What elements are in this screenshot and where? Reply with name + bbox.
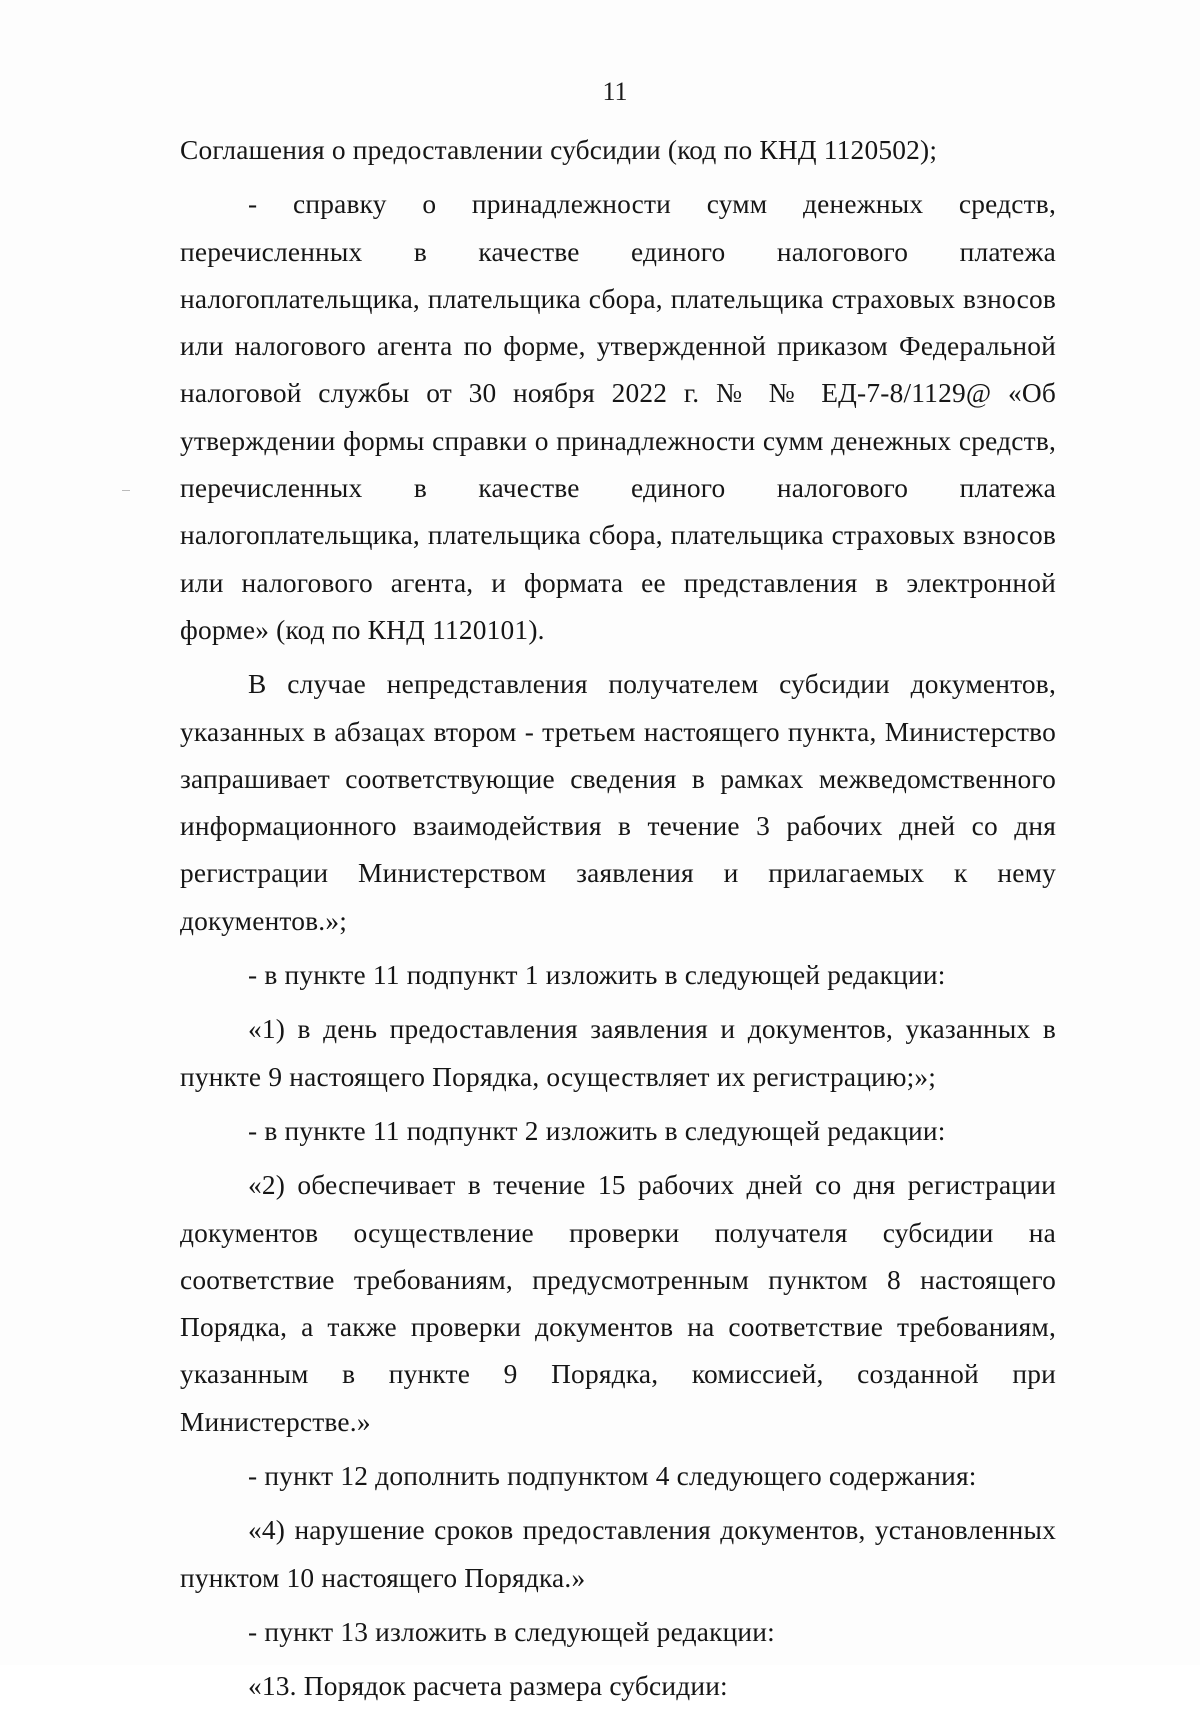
paragraph-point-13-text: «13. Порядок расчета размера субсидии: <box>248 1671 728 1702</box>
paragraph-continuation: Соглашения о предоставлении субсидии (код по КНД 1120502); <box>180 135 938 165</box>
paragraph-subpoint-4-text: «4) нарушение сроков предоставления документов, установленных пунктом 10 настоящего Порядка.» <box>180 1515 1056 1593</box>
paragraph-amendment-12: - пункт 12 дополнить подпунктом 4 следующего содержания: <box>248 1461 977 1492</box>
paragraph-subpoint-1-text: «1) в день предоставления заявления и документов, указанных в пункте 9 настоящего Порядка, осуществляет их регистрацию;»; <box>180 1014 1056 1092</box>
page-number: 11 <box>602 77 628 106</box>
paragraph-interagency-request: В случае непредставления получателем субсидии документов, указанных в абзацах втором - третьем настоящего пункта, Министерство запрашивает соответствующие сведения в рамках межведомственного информационного взаимодействия в течение 3 рабочих дней со дня регистрации Министерством заявления и прилагаемых к нему документов.»; <box>180 669 1056 936</box>
paragraph-amendment-13: - пункт 13 изложить в следующей редакции: <box>248 1616 775 1647</box>
paragraph-tax-certificate: - справку о принадлежности сумм денежных средств, перечисленных в качестве единого налогового платежа налогоплательщика, плательщика сбора, плательщика страховых взносов или налогового агента по форме, утвержденной приказом Федеральной налоговой службы от 30 ноября 2022 г. № № ЕД-7-8/1129@ «Об утверждении формы справки о принадлежности сумм денежных средств, перечисленных в качестве единого налогового платежа налогоплательщика, плательщика сбора, плательщика страховых взносов или налогового агента, и формата ее представления в электронной форме» (код по КНД 1120101). <box>180 189 1056 645</box>
paragraph-subpoint-2-text: «2) обеспечивает в течение 15 рабочих дней со дня регистрации документов осуществление проверки получателя субсидии на соответствие требованиям, предусмотренным пунктом 8 настоящего Порядка, а также проверки документов на соответствие требованиям, указанным в пункте 9 Порядка, комиссией, созданной при Министерстве.» <box>180 1170 1056 1437</box>
paragraph-amendment-11-1: - в пункте 11 подпункт 1 изложить в следующей редакции: <box>248 960 946 991</box>
paragraph-amendment-11-2: - в пункте 11 подпункт 2 изложить в следующей редакции: <box>248 1115 946 1146</box>
scan-margin-mark <box>122 490 130 491</box>
document-body <box>180 127 1056 1711</box>
